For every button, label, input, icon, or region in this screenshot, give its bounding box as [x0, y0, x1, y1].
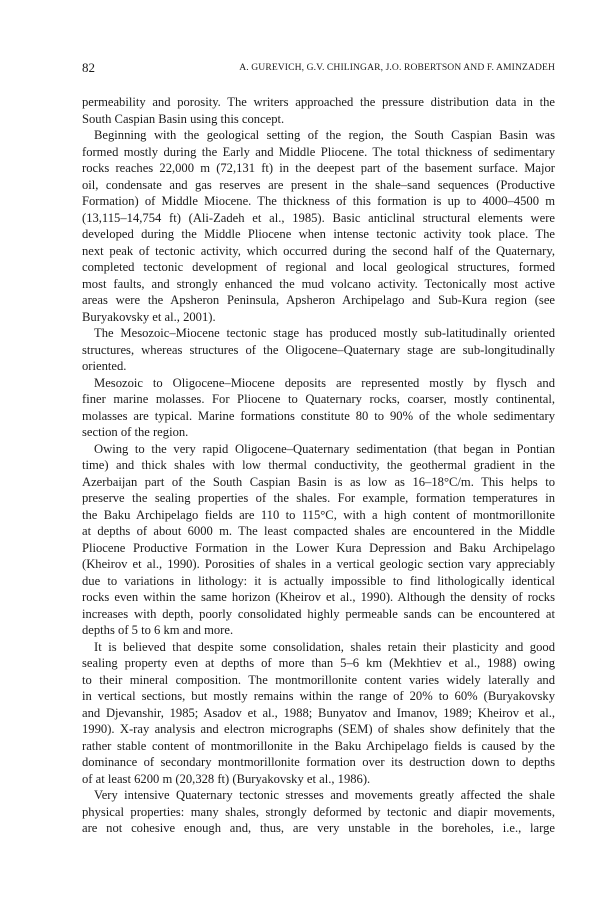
paragraph — [82, 94, 555, 127]
text-line: areas were the Apsheron Peninsula, Apsheron Archipelago and Sub-Kura region (see — [82, 293, 555, 307]
text-line: oil, condensate and gas reserves are present in the shale–sand sequences (Productive — [82, 177, 555, 192]
text-line: Pliocene Productive Formation in the Lower Kura Depression and Baku Archipelago — [82, 540, 555, 555]
text-line: (Kheirov et al., 1990). Porosities of shales in a vertical geologic section vary appreciably — [82, 557, 555, 571]
text-line: formed mostly during the Early and Middle Pliocene. The total thickness of sedimentary — [82, 144, 555, 159]
text-line: depths of 5 to 6 km and more. — [82, 623, 234, 637]
text-line: and Djevanshir, 1985; Asadov et al., 1988; Bunyatov and Imanov, 1989; Kheirov et al., — [82, 705, 555, 720]
page-header — [82, 60, 555, 76]
text-line: oriented. — [82, 359, 127, 373]
body-text — [82, 94, 555, 837]
text-line: next peak of tectonic activity, which occurred during the second half of the Quaternary, — [82, 243, 555, 258]
paragraph — [82, 441, 555, 639]
text-line: are not cohesive enough and, thus, are very unstable in the boreholes, i.e., large — [82, 821, 555, 835]
text-line: developed during the Middle Pliocene when intense tectonic activity took place. The — [82, 227, 555, 241]
text-line: Azerbaijan part of the South Caspian Basin is as low as 16–18°C/m. This helps to — [82, 474, 555, 489]
text-line: Buryakovsky et al., 2001). — [82, 309, 216, 324]
text-line: increases with depth, poorly consolidated highly permeable sands can be encountered at — [82, 606, 555, 621]
text-line: section of the region. — [82, 425, 189, 439]
text-line: rather stable content of montmorillonite in the Baku Archipelago fields is caused by the — [82, 738, 555, 753]
text-line: physical properties: many shales, strongly deformed by tectonic and diapir movements, — [82, 804, 555, 819]
text-line: molasses are typical. Marine formations constitute 80 to 90% of the whole sedimentary — [82, 408, 555, 423]
page-number: 82 — [82, 60, 95, 75]
text-line: Mesozoic to Oligocene–Miocene deposits are represented mostly by flysch and — [94, 375, 555, 390]
text-line: dominance of secondary montmorillonite formation over its destruction down to depths — [82, 755, 555, 769]
text-line: Very intensive Quaternary tectonic stresses and movements greatly affected the shale — [94, 788, 555, 802]
text-line: The Mesozoic–Miocene tectonic stage has produced mostly sub-latitudinally oriented — [94, 326, 555, 340]
text-line: due to variations in lithology: it is actually impossible to find lithologically identical — [82, 573, 555, 588]
text-line: rocks reaches 22,000 m (72,131 ft) in the deepest part of the basement surface. Major — [82, 161, 555, 175]
paragraph — [82, 127, 555, 325]
text-line: Formation) of Middle Miocene. The thickness of this formation is up to 4000–4500 m — [82, 194, 555, 208]
text-line: time) and thick shales with low thermal conductivity, the geothermal gradient in the — [82, 458, 555, 472]
text-line: 1990). X-ray analysis and electron micrographs (SEM) of shales show definitely that the — [82, 722, 555, 736]
text-line: to their mineral composition. The montmorillonite content varies widely laterally and — [82, 672, 555, 687]
text-line: (13,115–14,754 ft) (Ali-Zadeh et al., 1985). Basic anticlinal structural elements were — [82, 210, 555, 225]
text-line: in vertical sections, but mostly remains within the range of 20% to 60% (Buryakovsky — [82, 689, 555, 703]
paragraph — [82, 639, 555, 788]
text-line: completed tectonic development of regional and local geological structures, formed — [82, 260, 555, 274]
text-line: Owing to the very rapid Oligocene–Quaternary sedimentation (that began in Pontian — [94, 441, 555, 456]
text-line: most faults, and strongly enhanced the mud volcano activity. Tectonically most active — [82, 276, 555, 291]
paragraph — [82, 325, 555, 375]
text-line: at depths of about 6000 m. The least compacted shales are encountered in the Middle — [82, 524, 555, 538]
text-line: It is believed that despite some consolidation, shales retain their plasticity and good — [94, 639, 555, 654]
text-line: preserve the sealing properties of the shales. For example, formation temperatures in — [82, 491, 555, 505]
text-line: of at least 6200 m (20,328 ft) (Buryakovsky et al., 1986). — [82, 771, 371, 786]
text-line: the Baku Archipelago fields are 110 to 115°C, with a high content of montmorillonite — [82, 507, 555, 522]
text-line: sealing property even at depths of more than 5–6 km (Mekhtiev et al., 1988) owing — [82, 656, 555, 670]
paragraph — [82, 787, 555, 837]
text-line: South Caspian Basin using this concept. — [82, 111, 285, 126]
paragraph — [82, 375, 555, 441]
text-line: Beginning with the geological setting of the region, the South Caspian Basin was — [94, 128, 555, 142]
text-line: permeability and porosity. The writers approached the pressure distribution data in the — [82, 95, 555, 109]
text-line: structures, whereas structures of the Oligocene–Quaternary stage are sub-longitudinally — [82, 342, 555, 357]
text-line: rocks even within the same horizon (Kheirov et al., 1990). Although the density of rocks — [82, 590, 555, 604]
running-head: A. GUREVICH, G.V. CHILINGAR, J.O. ROBERTSON AND F. AMINZADEH — [239, 62, 555, 73]
text-line: finer marine molasses. For Pliocene to Quaternary rocks, coarser, mostly continental, — [82, 392, 555, 406]
